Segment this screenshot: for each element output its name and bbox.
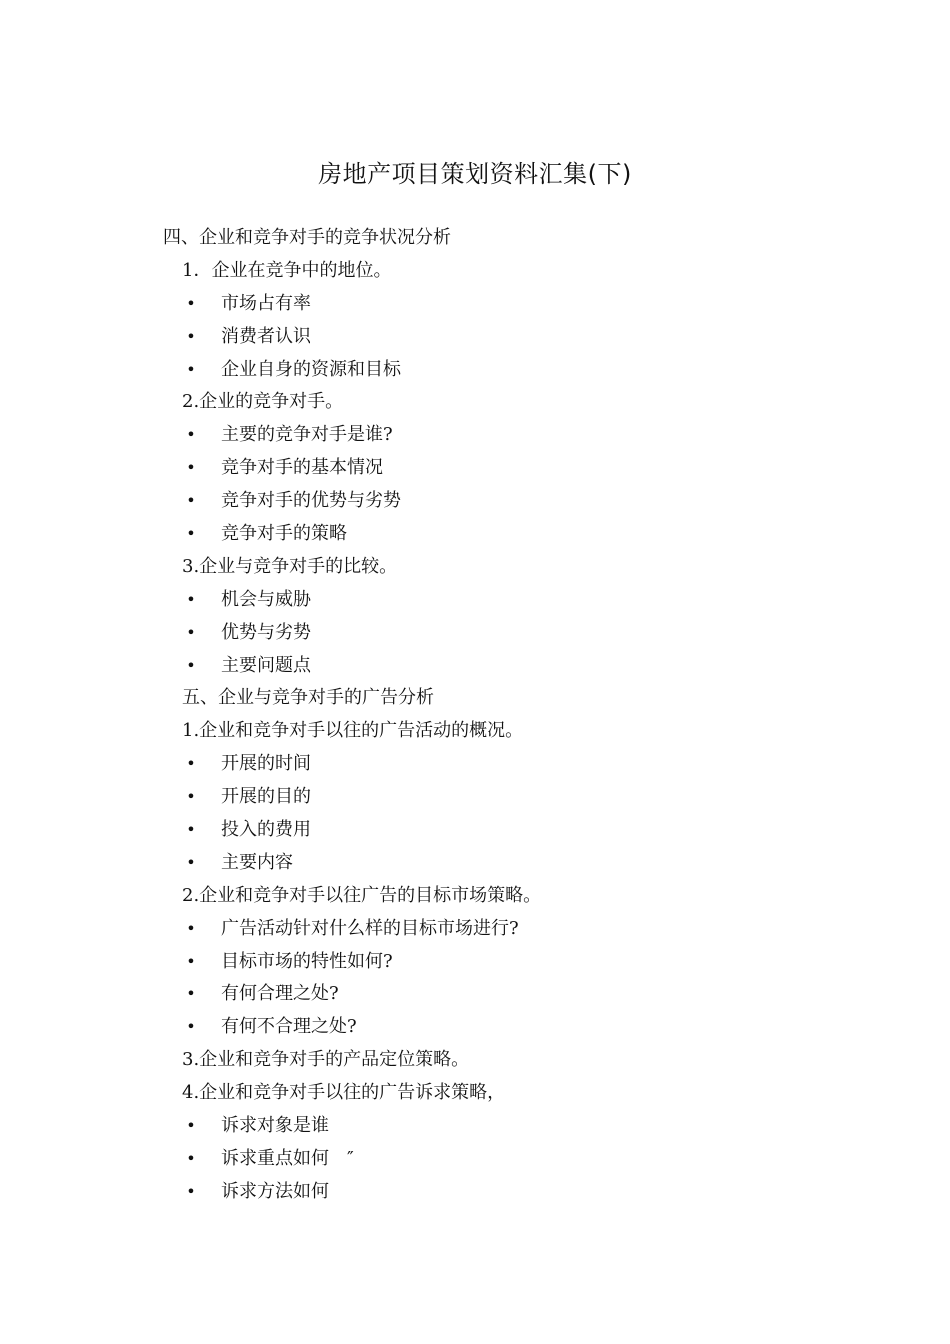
bullet-item: [0, 781, 950, 814]
bullet-item: [0, 1110, 950, 1143]
bullet-item: [0, 452, 950, 485]
bullet-item: [0, 617, 950, 650]
numbered-item: [0, 386, 950, 419]
bullet-icon: •: [186, 425, 196, 445]
line-text: 四、企业和竞争对手的竞争状况分析: [163, 227, 451, 248]
bullet-icon: •: [186, 359, 196, 379]
line-text: 消费者认识: [221, 325, 311, 347]
bullet-icon: •: [186, 491, 196, 511]
bullet-icon: •: [186, 655, 196, 675]
line-text: 有何合理之处?: [221, 983, 339, 1005]
bullet-icon: •: [186, 984, 196, 1004]
bullet-icon: •: [186, 293, 196, 313]
bullet-icon: •: [186, 524, 196, 544]
bullet-item: [0, 847, 950, 880]
bullet-icon: •: [186, 458, 196, 478]
line-text: 广告活动针对什么样的目标市场进行?: [221, 917, 519, 939]
line-text: 开展的目的: [221, 786, 311, 808]
bullet-icon: •: [186, 326, 196, 346]
bullet-item: [0, 288, 950, 321]
numbered-item: [0, 551, 950, 584]
document-body: [0, 222, 950, 1209]
line-text: 3.企业与竞争对手的比较。: [182, 555, 398, 577]
line-text: 主要问题点: [221, 654, 311, 676]
bullet-item: [0, 584, 950, 617]
line-text: 诉求对象是谁: [221, 1115, 329, 1137]
numbered-item: [0, 255, 950, 288]
line-text: 五、企业与竞争对手的广告分析: [182, 687, 434, 709]
line-text: 1.企业和竞争对手以往的广告活动的概况。: [182, 720, 524, 742]
bullet-item: [0, 913, 950, 946]
line-text: 有何不合理之处?: [221, 1016, 357, 1038]
line-text: 投入的费用: [221, 819, 311, 841]
line-text: 4.企业和竞争对手以往的广告诉求策略，: [182, 1082, 506, 1104]
line-text: 诉求重点如何 ″: [221, 1147, 354, 1169]
line-text: 目标市场的特性如何?: [221, 950, 393, 972]
line-text: 市场占有率: [221, 292, 311, 314]
bullet-item: [0, 518, 950, 551]
bullet-item: [0, 946, 950, 979]
bullet-item: [0, 978, 950, 1011]
bullet-item: [0, 814, 950, 847]
bullet-icon: •: [186, 1148, 196, 1168]
bullet-item: [0, 321, 950, 354]
numbered-item: [0, 715, 950, 748]
bullet-item: [0, 419, 950, 452]
line-text: 优势与劣势: [221, 621, 311, 643]
section-heading: [0, 222, 950, 255]
line-text: 机会与威胁: [221, 588, 311, 610]
bullet-icon: •: [186, 1116, 196, 1136]
numbered-item: [0, 1044, 950, 1077]
line-text: 企业自身的资源和目标: [221, 358, 401, 380]
line-text: 开展的时间: [221, 753, 311, 775]
bullet-icon: •: [186, 951, 196, 971]
numbered-item: [0, 1077, 950, 1110]
bullet-icon: •: [186, 918, 196, 938]
bullet-item: [0, 1011, 950, 1044]
line-text: 诉求方法如何: [221, 1180, 329, 1202]
bullet-icon: •: [186, 787, 196, 807]
bullet-icon: •: [186, 852, 196, 872]
bullet-icon: •: [186, 1017, 196, 1037]
bullet-icon: •: [186, 1181, 196, 1201]
line-text: 主要的竞争对手是谁?: [221, 424, 393, 446]
bullet-item: [0, 354, 950, 387]
bullet-item: [0, 485, 950, 518]
bullet-item: [0, 1176, 950, 1209]
line-text: 竞争对手的优势与劣势: [221, 490, 401, 512]
line-text: 竞争对手的策略: [221, 523, 347, 545]
line-text: 竞争对手的基本情况: [221, 457, 383, 479]
line-text: 3.企业和竞争对手的产品定位策略。: [182, 1049, 470, 1071]
document-title: 房地产项目策划资料汇集(下): [318, 160, 632, 188]
bullet-item: [0, 748, 950, 781]
line-text: 2.企业的竞争对手。: [182, 391, 344, 413]
numbered-item: [0, 880, 950, 913]
bullet-icon: •: [186, 820, 196, 840]
line-text: 2.企业和竞争对手以往广告的目标市场策略。: [182, 884, 542, 906]
numbered-item: [0, 682, 950, 715]
line-text: 1．企业在竞争中的地位。: [182, 259, 392, 281]
bullet-icon: •: [186, 754, 196, 774]
bullet-item: [0, 650, 950, 683]
bullet-icon: •: [186, 622, 196, 642]
bullet-icon: •: [186, 589, 196, 609]
bullet-item: [0, 1143, 950, 1176]
line-text: 主要内容: [221, 851, 293, 873]
